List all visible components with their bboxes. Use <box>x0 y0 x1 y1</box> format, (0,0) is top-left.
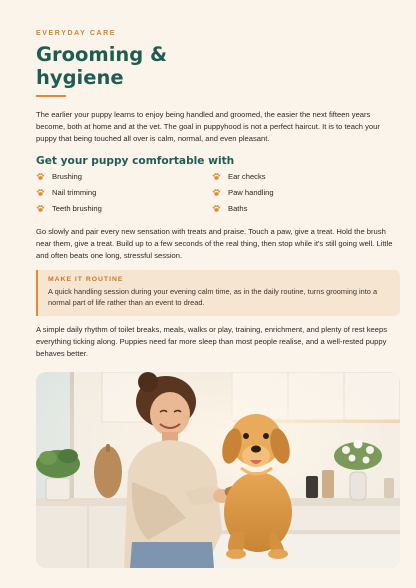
paw-icon <box>36 204 45 213</box>
photo-illustration <box>36 372 400 568</box>
intro-paragraph: The earlier your puppy learns to enjoy being handled and groomed, the easier the next fifteen years become, both at home and at the vet. The goal in puppyhood is not a perfect haircut. It is to teach your puppy that being touched all over is calm, normal, and even pleasant. <box>36 110 380 144</box>
section-kicker: EVERYDAY CARE <box>36 30 117 37</box>
paw-icon <box>36 188 45 197</box>
callout-label: MAKE IT ROUTINE <box>48 276 124 284</box>
list-item-label: Paw handling <box>228 188 274 198</box>
list-item <box>212 203 392 215</box>
list-item <box>212 171 392 183</box>
page-title: Grooming & hygiene <box>36 43 168 89</box>
body-paragraph: A simple daily rhythm of toilet breaks, meals, walks or play, training, enrichment, and plenty of rest keeps everything ticking along. Puppies need far more sleep than most people realise, and a well-rested puppy behaves better. <box>36 324 388 359</box>
list-item <box>36 187 212 199</box>
paw-icon <box>36 172 45 181</box>
list-item <box>36 171 212 183</box>
list-item <box>212 187 392 199</box>
paw-icon <box>212 204 221 213</box>
title-underline <box>36 95 66 97</box>
tip-callout <box>36 270 400 315</box>
list-item-label: Ear checks <box>228 172 266 182</box>
list-item-label: Teeth brushing <box>52 204 102 214</box>
body-paragraph: Go slowly and pair every new sensation with treats and praise. Touch a paw, give a treat. Hold the brush near them, give a treat. Build up to a few seconds of the real thing, then stop while it's still going well. Little and often beats one long, stressful session. <box>36 226 393 261</box>
list-item-label: Nail trimming <box>52 188 97 198</box>
paw-icon <box>212 172 221 181</box>
grooming-photo <box>36 372 400 568</box>
grooming-list <box>36 171 400 215</box>
list-item-label: Baths <box>228 204 248 214</box>
list-item-label: Brushing <box>52 172 82 182</box>
callout-text: A quick handling session during your evening calm time, as in the daily routine, turns grooming into a normal part of life rather than an event to dread. <box>48 287 378 308</box>
page-content <box>36 30 400 360</box>
list-heading: Get your puppy comfortable with <box>36 154 235 167</box>
list-item <box>36 203 212 215</box>
paw-icon <box>212 188 221 197</box>
